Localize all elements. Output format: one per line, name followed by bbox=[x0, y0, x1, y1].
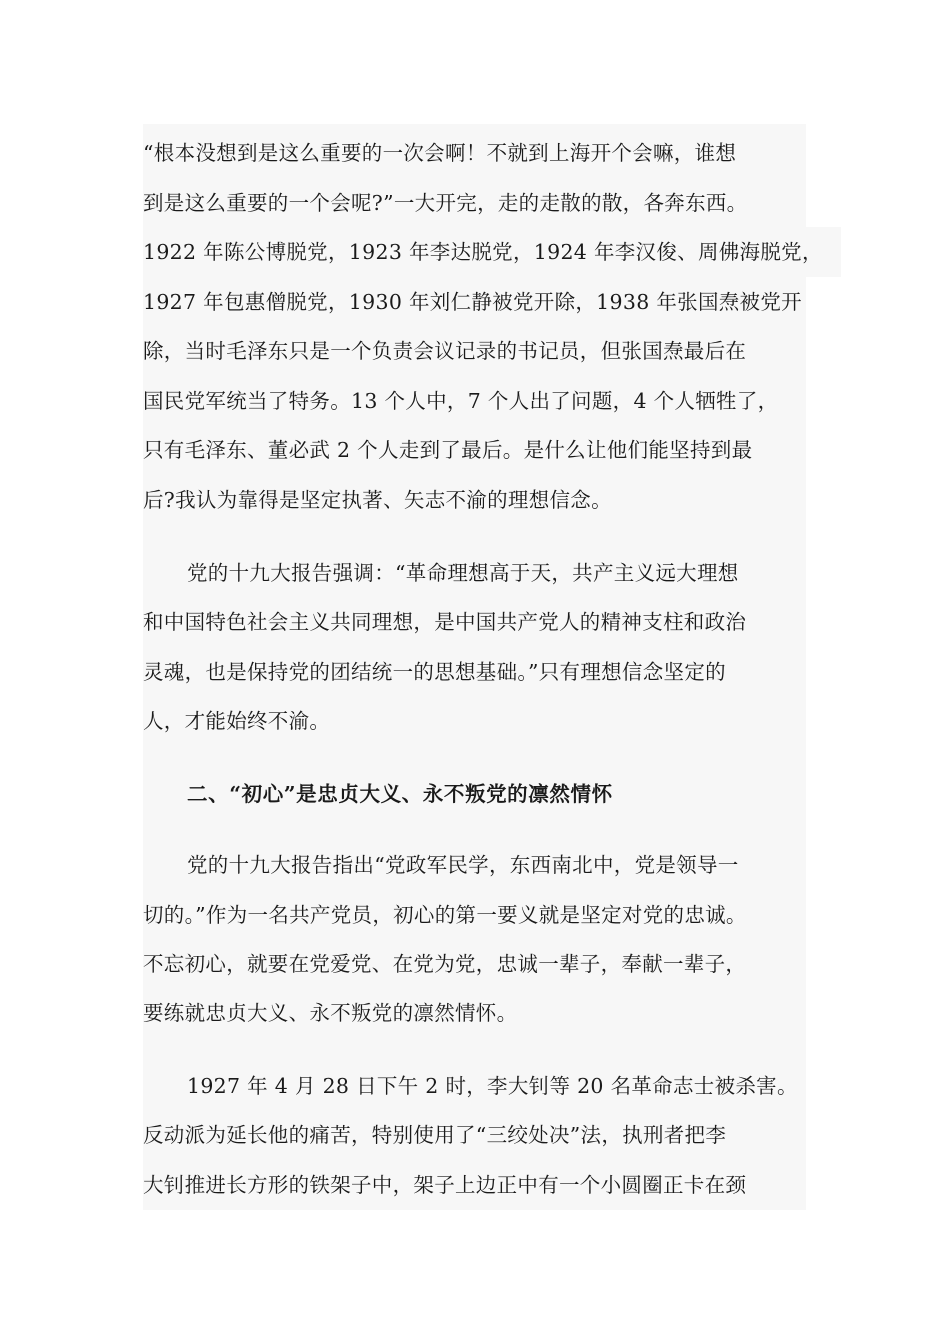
paragraph-1-line-2: 到是这么重要的一个会呢?”一大开完，走的走散的散，各奔东西。 bbox=[143, 191, 748, 215]
paragraph-1-line-5: 除，当时毛泽东只是一个负责会议记录的书记员，但张国焘最后在 bbox=[143, 339, 747, 363]
paragraph-1-line-1: “根本没想到是这么重要的一次会啊！不就到上海开个会嘛，谁想 bbox=[143, 141, 737, 165]
section-heading: 二、“初心”是忠贞大义、永不叛党的凛然情怀 bbox=[187, 782, 613, 806]
paragraph-1-line-6: 国民党军统当了特务。13 个人中，7 个人出了问题，4 个人牺牲了， bbox=[143, 389, 779, 413]
paragraph-3-line-1: 党的十九大报告指出“党政军民学，东西南北中，党是领导一 bbox=[187, 853, 739, 877]
paragraph-4-line-2: 反动派为延长他的痛苦，特别使用了“三绞处决”法，执刑者把李 bbox=[143, 1123, 727, 1147]
paragraph-1-line-3: 1922 年陈公博脱党，1923 年李达脱党，1924 年李汉俊、周佛海脱党， bbox=[143, 227, 841, 277]
paragraph-3-line-2: 切的。”作为一名共产党员，初心的第一要义就是坚定对党的忠诚。 bbox=[143, 890, 765, 940]
paragraph-3-line-4: 要练就忠贞大义、永不叛党的凛然情怀。 bbox=[143, 1001, 518, 1025]
paragraph-2-line-3: 灵魂，也是保持党的团结统一的思想基础。”只有理想信念坚定的 bbox=[143, 660, 726, 684]
paragraph-2-line-2: 和中国特色社会主义共同理想，是中国共产党人的精神支柱和政治 bbox=[143, 610, 747, 634]
paragraph-1-line-7: 只有毛泽东、董必武 2 个人走到了最后。是什么让他们能坚持到最 bbox=[143, 438, 753, 462]
paragraph-2-line-1: 党的十九大报告强调：“革命理想高于天，共产主义远大理想 bbox=[187, 561, 739, 585]
paragraph-2-line-4: 人，才能始终不渝。 bbox=[143, 709, 331, 733]
paragraph-3-line-3: 不忘初心，就要在党爱党、在党为党，忠诚一辈子，奉献一辈子， bbox=[143, 952, 747, 976]
paragraph-1-line-8: 后?我认为靠得是坚定执著、矢志不渝的理想信念。 bbox=[143, 488, 612, 512]
paragraph-1-line-4: 1927 年包惠僧脱党，1930 年刘仁静被党开除，1938 年张国焘被党开 bbox=[143, 290, 802, 314]
paragraph-4-line-1: 1927 年 4 月 28 日下午 2 时，李大钊等 20 名革命志士被杀害。 bbox=[187, 1074, 798, 1098]
paragraph-4-line-3: 大钊推进长方形的铁架子中，架子上边正中有一个小圆圈正卡在颈 bbox=[143, 1173, 747, 1197]
